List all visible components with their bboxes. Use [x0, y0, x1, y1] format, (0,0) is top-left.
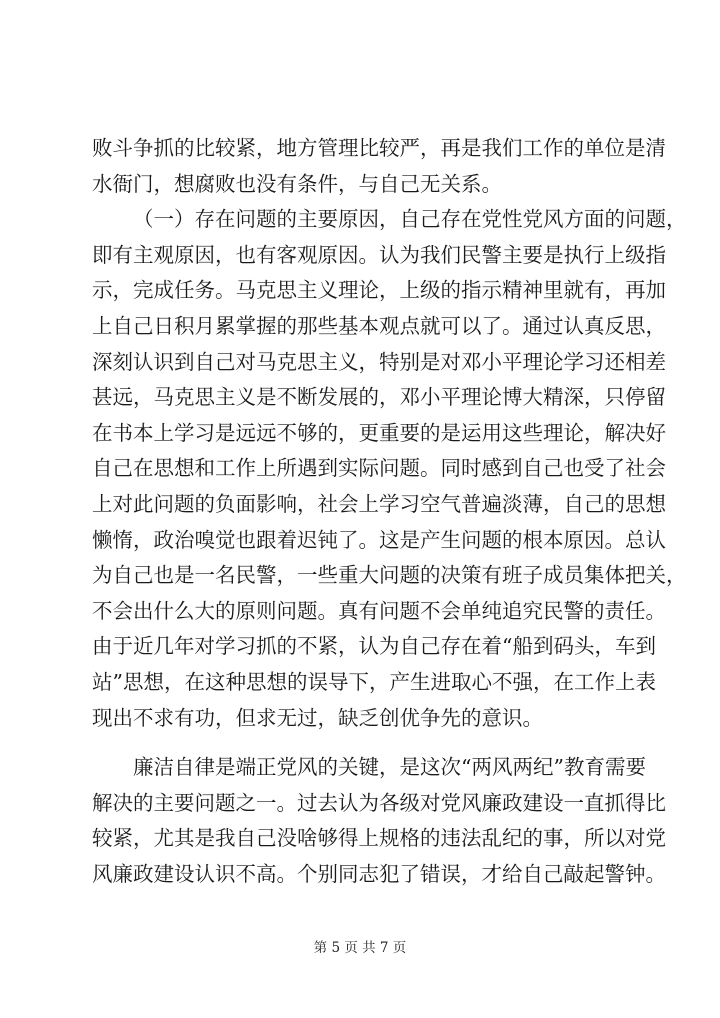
- text-line: 由于近几年对学习抓的不紧，认为自己存在着“船到码头，车到: [92, 634, 656, 659]
- text-line: 甚远，马克思主义是不断发展的，邓小平理论博大精深，只停留: [92, 385, 666, 410]
- text-line: 示，完成任务。马克思主义理论，上级的指示精神里就有，再加: [92, 278, 666, 303]
- text-line: 即有主观原因，也有客观原因。认为我们民警主要是执行上级指: [92, 242, 666, 267]
- text-line: 风廉政建设认识不高。个别同志犯了错误，才给自己敲起警钟。: [92, 861, 666, 886]
- page-number-footer: 第 5 页 共 7 页: [313, 940, 407, 956]
- text-line: 在书本上学习是远远不够的，更重要的是运用这些理论，解决好: [92, 420, 666, 445]
- body-text: [92, 131, 687, 892]
- text-line: 解决的主要问题之一。过去认为各级对党风廉政建设一直抓得比: [92, 790, 666, 815]
- text-line: 深刻认识到自己对马克思主义，特别是对邓小平理论学习还相差: [92, 349, 666, 374]
- text-line: 站”思想，在这种思想的误导下，产生进取心不强，在工作上表: [92, 669, 656, 694]
- paragraph-start: （一）存在问题的主要原因，自己存在党性党风方面的问题，: [133, 207, 687, 232]
- text-line: 上自己日积月累掌握的那些基本观点就可以了。通过认真反思，: [92, 313, 666, 338]
- text-line: 不会出什么大的原则问题。真有问题不会单纯追究民警的责任。: [92, 598, 666, 623]
- text-line: 为自己也是一名民警，一些重大问题的决策有班子成员集体把关，: [92, 563, 687, 588]
- text-line: 败斗争抓的比较紧，地方管理比较严，再是我们工作的单位是清: [92, 136, 666, 160]
- text-line: 自己在思想和工作上所遇到实际问题。同时感到自己也受了社会: [92, 456, 666, 481]
- text-line: 懒惰，政治嗅觉也跟着迟钝了。这是产生问题的根本原因。总认: [92, 527, 666, 552]
- paragraph-start: 廉洁自律是端正党风的关键，是这次“两风两纪”教育需要: [133, 755, 646, 780]
- text-line: 现出不求有功，但求无过，缺乏创优争先的意识。: [92, 705, 543, 730]
- text-line: 水衙门，想腐败也没有条件，与自己无关系。: [92, 171, 502, 196]
- text-line: 较紧，尤其是我自己没啥够得上规格的违法乱纪的事，所以对党: [92, 826, 666, 851]
- paragraph-gap: [92, 736, 637, 750]
- text-line: 上对此问题的负面影响，社会上学习空气普遍淡薄，自己的思想: [92, 491, 666, 516]
